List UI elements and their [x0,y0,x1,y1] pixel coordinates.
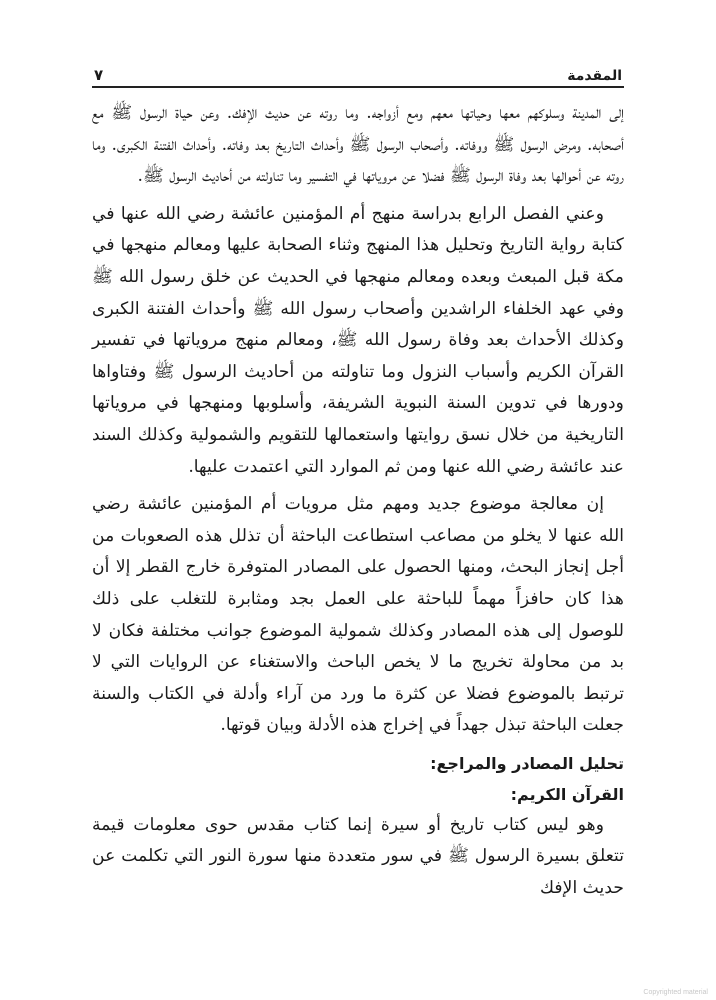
body-text [92,98,624,905]
paragraph-4: وهو ليس كتاب تاريخ أو سيرة إنما كتاب مقدس حوى معلومات قيمة تتعلق بسيرة الرسول ﷺ في سور متعددة منها سورة النور التي تكلمت عن حديث الإفك [92,814,624,899]
page-number: ٧ [94,66,104,84]
copyright-watermark: Copyrighted material [643,989,708,996]
section-heading: تحليل المصادر والمراجع: [430,753,624,773]
subsection-heading: القرآن الكريم: [510,784,624,804]
chapter-title: المقدمة [567,68,622,84]
paragraph-2: وعني الفصل الرابع بدراسة منهج أم المؤمنين عائشة رضي الله عنها في كتابة رواية التاريخ وتحليل هذا المنهج وثناء الصحابة عليها ومعالم منهجها في مكة قبل المبعث وبعده ومعالم منهجها في الحديث عن خلق رسول الله ﷺ وفي عهد الخلفاء الراشدين وأصحاب رسول الله ﷺ وأحداث الفتنة الكبرى وكذلك الأحداث بعد وفاة رسول الله ﷺ، ومعالم منهج مروياتها في تفسير القرآن الكريم وأسباب النزول وما تناولته من أحاديث الرسول ﷺ وفتاواها ودورها في تدوين السنة النبوية الشريفة، وأسلوبها ومنهجها في مروياتها التاريخية من خلال نسق روايتها واستعمالها للتقويم والشمولية وكذلك السند عند عائشة رضي الله عنها ومن ثم الموارد التي اعتمدت عليها. [92,203,624,477]
paragraph-1: إلى المدينة وسلوكهم معها وحياتها معهم ومع أزواجه. وما روته عن حديث الإفك. وعن حياة الرسول ﷺ مع أصحابه. ومرض الرسول ﷺ ووفاته. وأصحاب الرسول ﷺ وأحداث التاريخ بعد وفاته. وأحداث الفتنة الكبرى. وما روته عن أحوالها بعد وفاة الرسول ﷺ فضلا عن مروياتها في التفسير وما تناولته من أحاديث الرسول ﷺ. [92,103,624,187]
running-header [92,58,624,84]
header-divider [92,86,624,88]
paragraph-3: إن معالجة موضوع جديد ومهم مثل مرويات أم المؤمنين عائشة رضي الله عنها لا يخلو من مصاعب استطاعت الباحثة أن تذلل هذه الصعوبات من أجل إنجاز البحث، ومنها الحصول على المصادر المتوفرة خارج القطر إلا أن هذا كان حافزاً مهماً للباحثة على العمل بجد ومثابرة للتغلب على ذلك للوصول إلى هذه المصادر وكذلك شمولية الموضوع جوانب مختلفة فكان لا بد من محاولة تخريج ما لا يخص الباحث والاستغناء عن الروايات التي لا ترتبط بالموضوع فضلا عن كثرة ما ورد من آراء وأدلة في الكتاب والسنة جعلت الباحثة تبذل جهداً في إخراج هذه الأدلة وبيان قوتها. [92,494,624,736]
book-page [92,58,624,911]
